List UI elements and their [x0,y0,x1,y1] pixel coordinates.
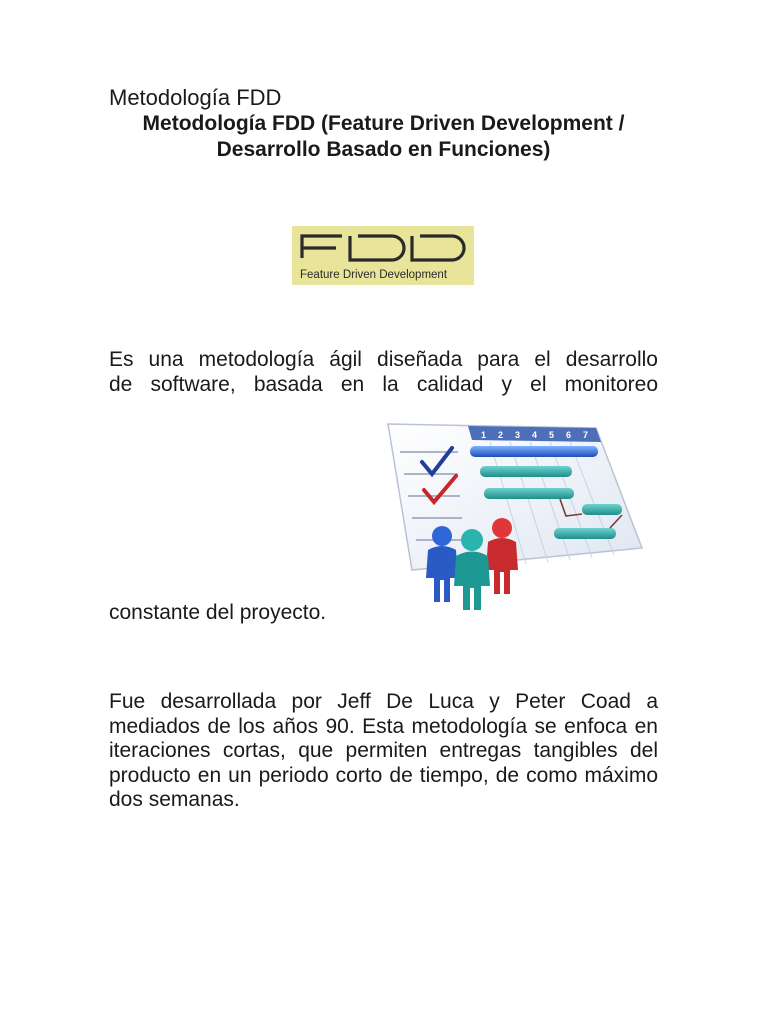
paragraph-intro-line-1: Es una metodología ágil diseñada para el desarrollo [109,348,658,371]
column-number: 3 [515,430,521,440]
fdd-logo-caption: Feature Driven Development [300,269,448,281]
column-number: 5 [549,430,555,440]
fdd-logo-mark-icon [292,226,474,285]
column-number: 1 [481,430,487,440]
paragraph-intro-line-2: de software, basada en la calidad y el monitoreo [109,372,658,396]
column-number: 7 [583,430,589,440]
paragraph-intro-continuation: constante del proyecto. [109,601,327,624]
fdd-logo [292,226,474,285]
column-number: 2 [498,430,504,440]
column-number: 4 [532,430,538,440]
document-title: Metodología FDD (Feature Driven Development / Desarrollo Basado en Funciones) [142,112,625,161]
column-number: 6 [566,430,572,440]
paragraph-intro [109,348,658,397]
gantt-chart-with-people-icon [360,418,650,614]
paragraph-history: Fue desarrollada por Jeff De Luca y Peter Coad a mediados de los años 90. Esta metodología se enfoca en iteraciones cortas, que permiten entregas tangibles del producto en un periodo corto de tiempo, de como máximo dos semanas. [109,690,658,811]
document-heading: Metodología FDD [109,85,282,110]
